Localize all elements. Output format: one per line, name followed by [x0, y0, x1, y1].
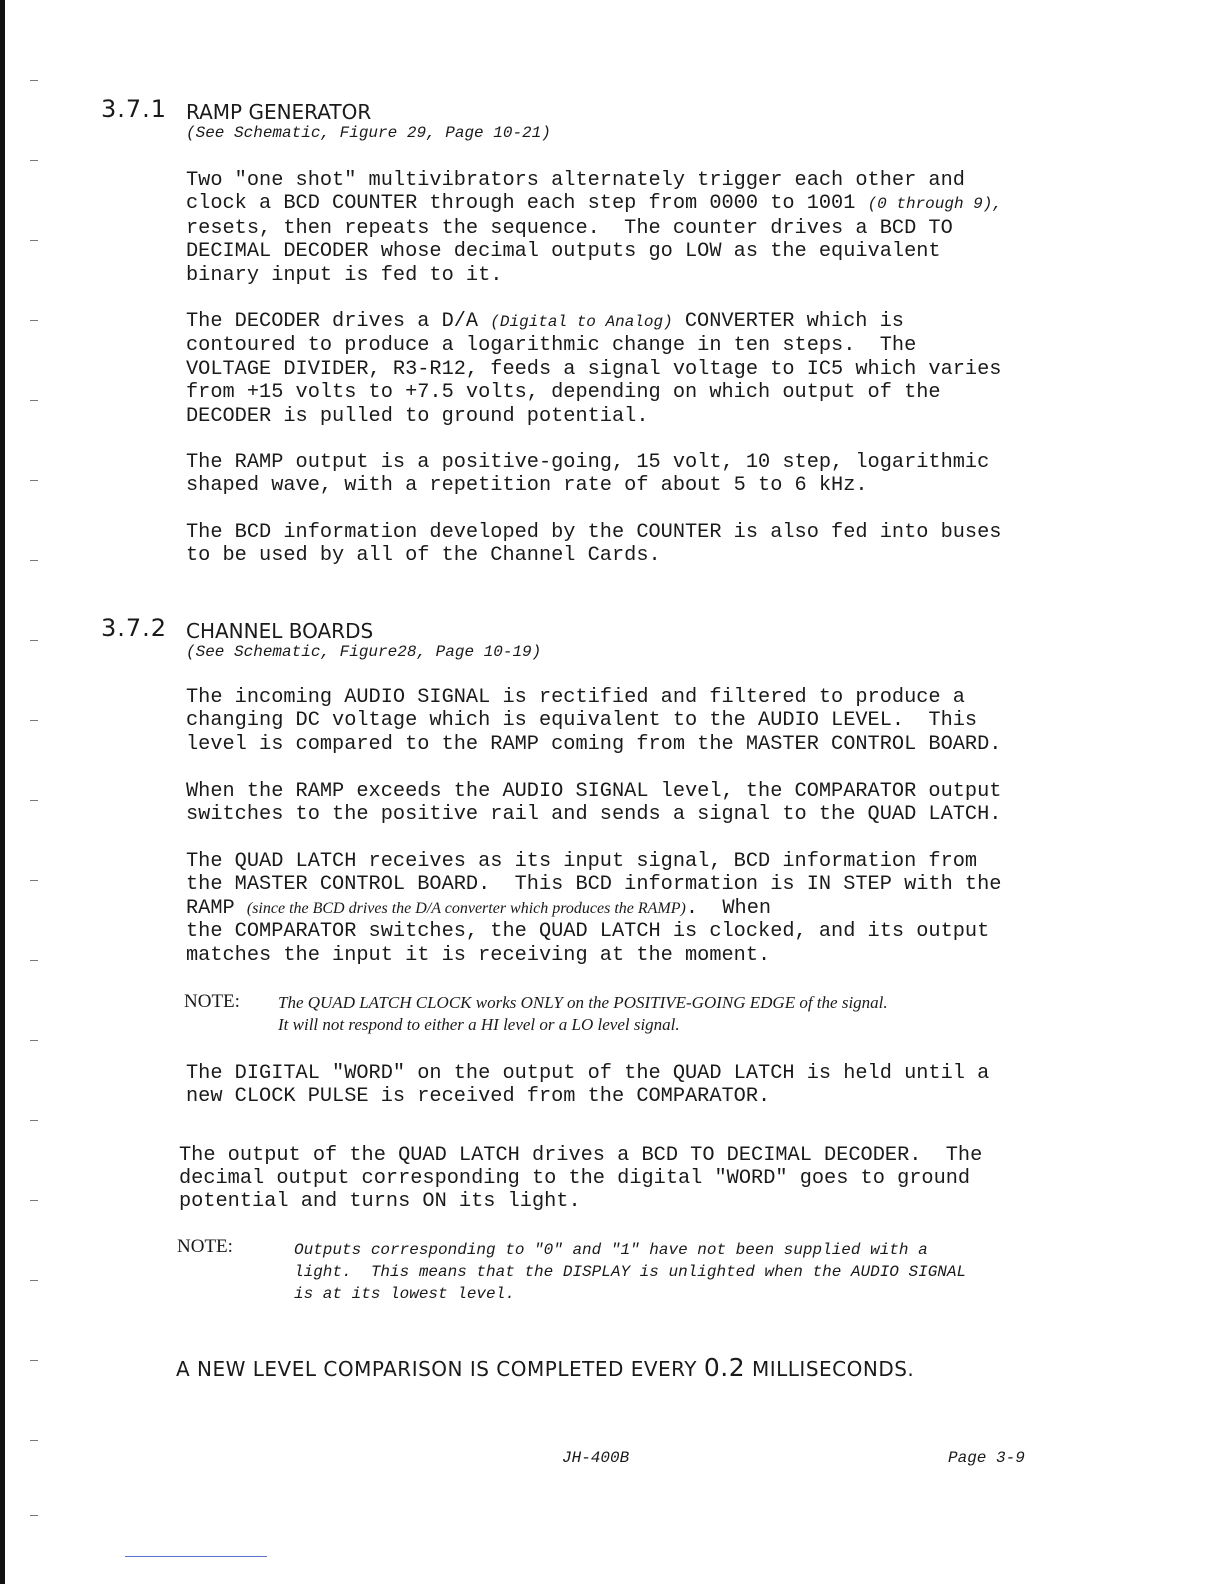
margin-tick — [30, 1515, 38, 1516]
margin-tick — [30, 80, 38, 81]
paragraph: When the RAMP exceeds the AUDIO SIGNAL level, the COMPARATOR output switches to the positive rail and sends a signal to the QUAD LATCH. — [186, 780, 1002, 827]
margin-tick — [30, 560, 38, 561]
paragraph: The QUAD LATCH receives as its input signal, BCD information from the MASTER CONTROL BOARD. This BCD information is IN STEP with the RAMP (since the BCD drives the D/A converter which produces the RAMP). When the COMPARATOR switches, the QUAD LATCH is clocked, and its output matches the input it is receiving at the moment. — [186, 850, 1002, 967]
footer-page-number: Page 3-9 — [948, 1449, 1025, 1467]
paragraph: The DECODER drives a D/A (Digital to Analog) CONVERTER which is contoured to produce a logarithmic change in ten steps. The VOLTAGE DIVIDER, R3-R12, feeds a signal voltage to IC5 which varies from +15 volts to +7.5 volts, depending on which output of the DECODER is pulled to ground potential. — [186, 310, 1002, 428]
margin-tick — [30, 240, 38, 241]
schematic-reference: (See Schematic, Figure28, Page 10-19) — [186, 643, 542, 661]
binder-edge — [0, 0, 5, 1584]
schematic-reference: (See Schematic, Figure 29, Page 10-21) — [186, 124, 551, 142]
paragraph: The BCD information developed by the COUNTER is also fed into buses to be used by all of the Channel Cards. — [186, 521, 1002, 568]
margin-tick — [30, 160, 38, 161]
margin-tick — [30, 800, 38, 801]
margin-tick — [30, 880, 38, 881]
paragraph: The DIGITAL "WORD" on the output of the QUAD LATCH is held until a new CLOCK PULSE is received from the COMPARATOR. — [186, 1062, 990, 1109]
margin-tick — [30, 1040, 38, 1041]
margin-tick — [30, 1440, 38, 1441]
margin-tick — [30, 320, 38, 321]
paragraph: The incoming AUDIO SIGNAL is rectified and filtered to produce a changing DC voltage which is equivalent to the AUDIO LEVEL. This level is compared to the RAMP coming from the MASTER CONTROL BOARD. — [186, 686, 1002, 756]
note-text: The QUAD LATCH CLOCK works ONLY on the POSITIVE-GOING EDGE of the signal. It will not respond to either a HI level or a LO level signal. — [278, 993, 888, 1034]
margin-tick — [30, 640, 38, 641]
margin-tick — [30, 1280, 38, 1281]
margin-tick — [30, 400, 38, 401]
section-title: CHANNEL BOARDS — [186, 619, 374, 643]
note-text: Outputs corresponding to "0" and "1" have not been supplied with a light. This means that the DISPLAY is unlighted when the AUDIO SIGNAL is at its lowest level. — [294, 1241, 967, 1303]
paragraph: Two "one shot" multivibrators alternately trigger each other and clock a BCD COUNTER through each step from 0000 to 1001 (0 through 9), resets, then repeats the sequence. The counter drives a BCD TO DECIMAL DECODER whose decimal outputs go LOW as the equivalent binary input is fed to it. — [186, 169, 1002, 287]
section-number: 3.7.2 — [101, 614, 168, 642]
note-label: NOTE: — [177, 1236, 233, 1257]
margin-tick — [30, 480, 38, 481]
closing-statement: A NEW LEVEL COMPARISON IS COMPLETED EVERY 0.2 MILLISECONDS. — [176, 1353, 915, 1382]
margin-tick — [30, 1200, 38, 1201]
bottom-rule — [125, 1556, 267, 1557]
margin-tick — [30, 720, 38, 721]
margin-tick — [30, 960, 38, 961]
paragraph: The output of the QUAD LATCH drives a BCD TO DECIMAL DECODER. The decimal output corresponding to the digital "WORD" goes to ground potential and turns ON its light. — [179, 1144, 983, 1213]
note-label: NOTE: — [184, 991, 240, 1012]
section-number: 3.7.1 — [101, 95, 168, 123]
section-title: RAMP GENERATOR — [186, 100, 372, 124]
margin-tick — [30, 1360, 38, 1361]
footer-model: JH-400B — [562, 1449, 630, 1467]
paragraph: The RAMP output is a positive-going, 15 volt, 10 step, logarithmic shaped wave, with a repetition rate of about 5 to 6 kHz. — [186, 451, 990, 498]
margin-tick — [30, 1120, 38, 1121]
